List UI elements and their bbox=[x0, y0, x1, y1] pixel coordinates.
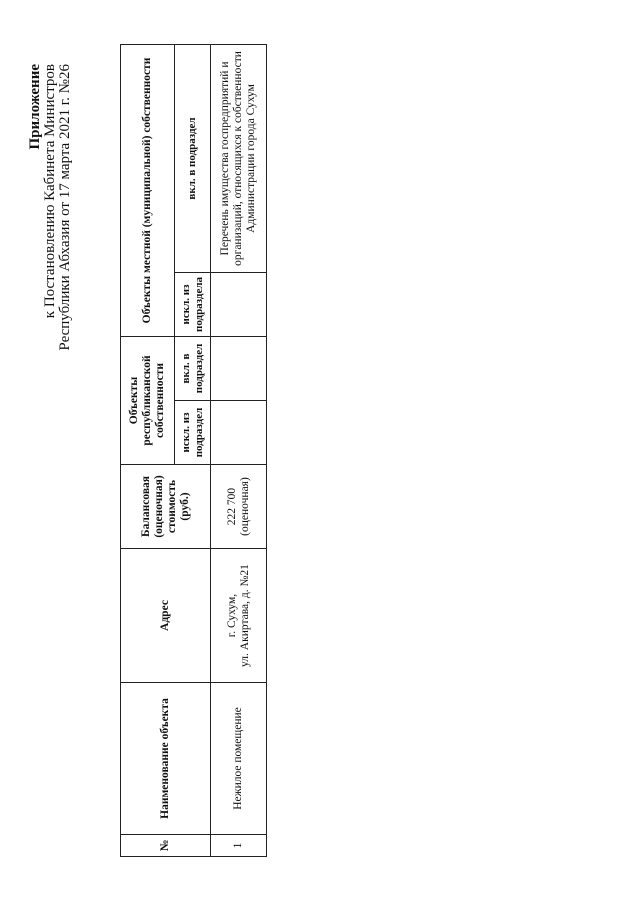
appendix-title: Приложение bbox=[27, 64, 43, 150]
col-header-republic: Объекты республиканской собственности bbox=[121, 336, 175, 464]
cell-num: 1 bbox=[211, 835, 267, 857]
cell-address-line-2: ул. Акиртава, д. №21 bbox=[238, 564, 251, 667]
cell-address-line-1: г. Сухум, bbox=[225, 593, 238, 638]
col-header-name: Наименование объекта bbox=[121, 683, 211, 835]
col-header-loc-incl: вкл. в подраздел bbox=[175, 44, 211, 272]
cell-loc-incl: Перечень имущества госпредприятий и организаций, относящихся к собственности Администрации города Сухум bbox=[211, 44, 267, 272]
cell-rep-incl bbox=[211, 336, 267, 400]
appendix-header bbox=[28, 64, 73, 351]
col-header-local: Объекты местной (муниципальной) собственности bbox=[121, 44, 175, 336]
cell-value-line-2: (оценочная) bbox=[238, 477, 251, 536]
col-header-rep-incl: вкл. в подраздел bbox=[175, 336, 211, 400]
property-table bbox=[120, 44, 267, 857]
cell-address bbox=[211, 549, 267, 683]
col-header-num: № bbox=[121, 835, 211, 857]
col-header-value: Балансовая (оценочная) стоимость (руб.) bbox=[121, 465, 211, 549]
col-header-address: Адрес bbox=[121, 549, 211, 683]
cell-loc-excl bbox=[211, 272, 267, 336]
cell-rep-excl bbox=[211, 401, 267, 465]
cell-value bbox=[211, 465, 267, 549]
col-header-rep-excl: искл. из подраздел bbox=[175, 401, 211, 465]
cell-value-line-1: 222 700 bbox=[225, 487, 238, 526]
cell-name: Нежилое помещение bbox=[211, 683, 267, 835]
col-header-loc-excl: искл. из подраздела bbox=[175, 272, 211, 336]
appendix-line-1: к Постановлению Кабинета Министров bbox=[42, 64, 58, 319]
appendix-line-2: Республики Абхазия от 17 марта 2021 г. №26 bbox=[57, 64, 73, 351]
table-row bbox=[211, 44, 267, 856]
header-row-top bbox=[121, 44, 175, 856]
